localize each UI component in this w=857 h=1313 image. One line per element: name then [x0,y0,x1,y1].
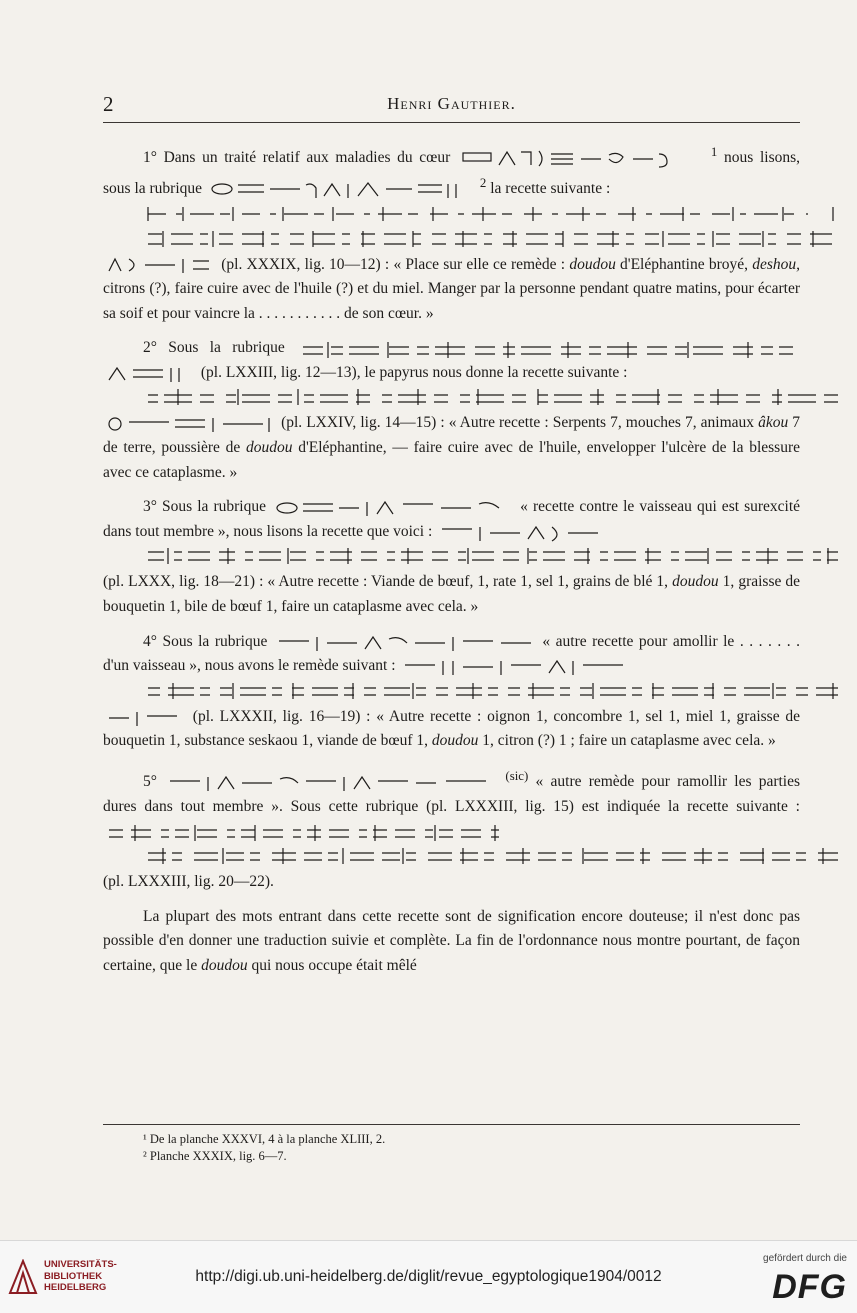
footnote-mark: ¹ [143,1132,147,1146]
library-name-line: HEIDELBERG [44,1282,107,1293]
italic-term: doudou [569,255,616,273]
sponsor-label: gefördert durch die [763,1253,847,1264]
text-span: (pl. LXXX, lig. 18—21) : « Autre recette : Viande de bœuf, 1, rate 1, sel 1, grains de blé 1, [103,573,669,591]
text-span: citrons (?), faire cuire avec de l'huile (?) et du miel. Manger par la personne pendant quatre matins, pour écarter sa soif et pour vaincre la . . . . . . . . . . . de son cœur. » [103,280,800,322]
hieroglyph-group [105,708,185,727]
text-span: d'Eléphantine broyé, [620,255,749,273]
text-span: 5° [143,773,157,791]
paragraph-6 [103,905,800,979]
hieroglyph-group [208,180,478,199]
hieroglyph-group [401,657,631,676]
italic-term: doudou [201,956,248,974]
paragraph-4 [103,630,800,754]
hieroglyph-line [103,203,800,227]
text-span: (pl. LXXXII, lig. 16—19) : « Autre recette : oignon 1, concombre 1, sel 1, miel 1, graisse de bouquetin 1, substance seskaou 1, viande de bœuf 1, [103,707,800,750]
text-span: d'Eléphantine, — faire cuire avec de l'huile, envelopper l'ulcère de la blessure avec ce cataplasme. » [103,439,800,481]
hieroglyph-line [103,386,800,410]
footnote-text: De la planche XXXVI, 4 à la planche XLIII, 2. [149,1132,386,1146]
footnote-ref[interactable]: 1 [710,144,718,159]
hieroglyph-group [273,498,513,517]
text-span: 2° Sous la rubrique [143,339,285,357]
text-span: 1, citron (?) 1 ; faire un cataplasme avec cela. » [482,732,776,750]
main-text [103,140,800,988]
dfg-logo[interactable]: DFG [772,1268,847,1306]
paragraph-1 [103,140,800,326]
hieroglyph-group [298,339,798,358]
library-name-line: UNIVERSITÄTS- [44,1259,117,1270]
text-span: 1° Dans un traité relatif aux maladies du cœur [143,149,451,167]
italic-term: doudou [431,732,479,750]
paragraph-2 [103,336,800,485]
hieroglyph-line [103,228,800,252]
hieroglyph-line [103,680,800,704]
italic-term: âkou [758,414,789,432]
italic-term: deshou, [752,255,801,273]
text-span: 7 de terre, poussière de [103,414,801,457]
text-span: la recette suivante : [490,179,611,197]
hieroglyph-group [275,633,535,652]
text-span: La plupart des mots entrant dans cette recette sont de signification encore douteuse; il n'est donc pas possible d'en donner une traduction suivie et complète. La fin de l'ordonnance nous montre pourtant, de façon certaine, que le [103,907,800,974]
footnote-mark: ² [143,1149,147,1163]
text-span: « autre recette pour amollir le . . . . . . . d'un vaisseau », nous avons le remède suivant : [103,632,801,675]
text-span: 1, graisse de bouquetin 1, bile de bœuf 1, faire un cataplasme avec cela. » [103,573,801,616]
text-span: 3° Sous la rubrique [143,498,266,516]
text-span: (pl. LXXXIII, lig. 20—22). [103,872,274,890]
paragraph-3 [103,495,800,619]
hieroglyph-group [166,773,496,792]
running-head: Henri Gauthier. [387,94,516,113]
library-name-line: BIBLIOTHEK [44,1270,103,1282]
hieroglyph-group [105,364,195,383]
text-span: (pl. XXXIX, lig. 10—12) : « Place sur elle ce remède : [221,255,566,273]
hieroglyph-group [105,414,275,433]
text-span: (pl. LXXIII, lig. 12—13), le papyrus nous donne la recette suivante : [200,363,628,381]
italic-term: doudou [672,573,719,591]
hieroglyph-group [438,523,608,542]
hieroglyph-group [105,822,505,841]
text-span: (pl. LXXIV, lig. 14—15) : « Autre recette : Serpents 7, mouches 7, animaux [281,414,755,432]
viewer-footer [0,1240,857,1313]
hieroglyph-line [103,845,800,869]
hieroglyph-group [459,149,709,168]
page-number: 2 [103,92,114,116]
sic-note: (sic) [505,768,529,783]
hieroglyph-group [105,255,215,274]
italic-term: doudou [246,439,293,457]
text-span: qui nous occupe était mêlé [251,956,417,974]
text-span: « autre remède pour ramollir les parties dures dans tout membre ». Sous cette rubrique (pl. LXXXIII, lig. 15) est indiquée la recette suivante : [103,773,801,815]
footnote-text: Planche XXXIX, lig. 6—7. [149,1149,287,1163]
text-span: nous lisons, sous la rubrique [103,149,801,197]
footnote [103,1131,800,1148]
footnote [103,1148,800,1165]
footnote-ref[interactable]: 2 [479,174,487,190]
paragraph-5 [103,764,800,895]
page-header [103,88,800,123]
footnotes [103,1124,800,1165]
permalink[interactable]: http://digi.ub.uni-heidelberg.de/diglit/revue_egyptologique1904/0012 [195,1268,662,1285]
text-span: 4° Sous la rubrique [143,632,268,650]
text-span: « recette contre le vaisseau qui est surexcité dans tout membre », nous lisons la recette que voici : [103,498,801,540]
hieroglyph-line [103,545,800,569]
